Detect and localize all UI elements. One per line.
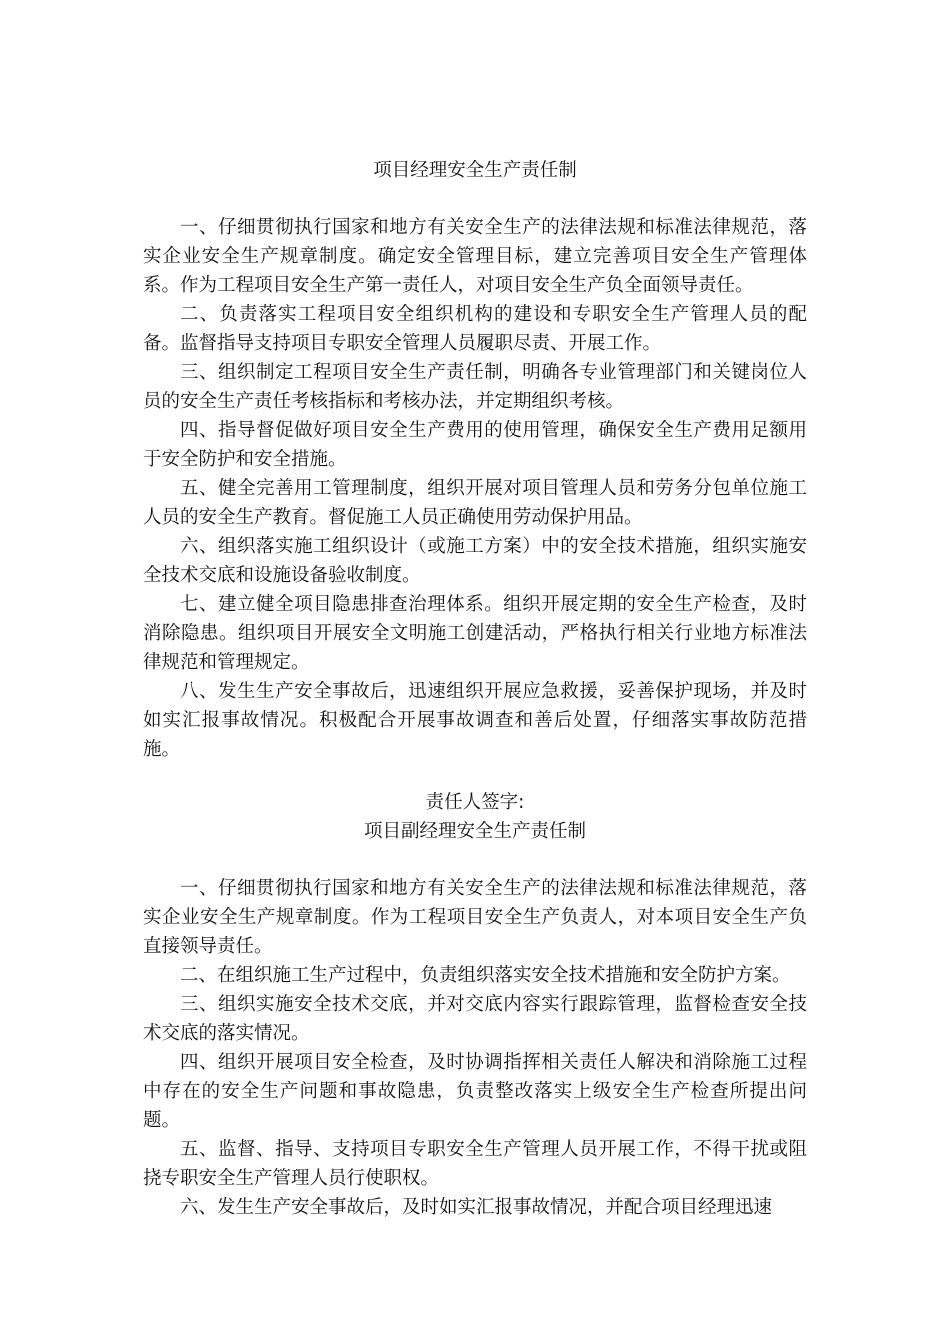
section2-body [143, 874, 807, 1222]
section2-paragraph-3: 三、组织实施安全技术交底，并对交底内容实行跟踪管理，监督检查安全技术交底的落实情况。 [143, 994, 807, 1044]
section1-body [143, 213, 807, 764]
section1-paragraph-7: 七、建立健全项目隐患排查治理体系。组织开展定期的安全生产检查，及时消除隐患。组织项目开展安全文明施工创建活动，严格执行相关行业地方标准法律规范和管理规定。 [143, 594, 807, 673]
section1-paragraph-4: 四、指导督促做好项目安全生产费用的使用管理，确保安全生产费用足额用于安全防护和安全措施。 [143, 420, 807, 470]
section1-paragraph-2: 二、负责落实工程项目安全组织机构的建设和专职安全生产管理人员的配备。监督指导支持项目专职安全管理人员履职尽责、开展工作。 [143, 304, 807, 354]
section1-paragraph-8: 八、发生生产安全事故后，迅速组织开展应急救援，妥善保护现场，并及时如实汇报事故情况。积极配合开展事故调查和善后处置，仔细落实事故防范措施。 [143, 681, 807, 760]
section2-title: 项目副经理安全生产责任制 [363, 821, 586, 842]
section1-title: 项目经理安全生产责任制 [373, 160, 577, 181]
section2-paragraph-1: 一、仔细贯彻执行国家和地方有关安全生产的法律法规和标准法律规范，落实企业安全生产规章制度。作为工程项目安全生产负责人，对本项目安全生产负直接领导责任。 [143, 878, 807, 957]
section2-paragraph-5: 五、监督、指导、支持项目专职安全生产管理人员开展工作，不得干扰或阻挠专职安全生产管理人员行使职权。 [143, 1139, 807, 1189]
section2-paragraph-2: 二、在组织施工生产过程中，负责组织落实安全技术措施和安全防护方案。 [180, 965, 791, 986]
section1-paragraph-3: 三、组织制定工程项目安全生产责任制，明确各专业管理部门和关键岗位人员的安全生产责任考核指标和考核办法，并定期组织考核。 [143, 362, 807, 412]
section2-paragraph-6: 六、发生生产安全事故后，及时如实汇报事故情况，并配合项目经理迅速 [180, 1197, 773, 1218]
section1-paragraph-1: 一、仔细贯彻执行国家和地方有关安全生产的法律法规和标准法律规范，落实企业安全生产规章制度。确定安全管理目标，建立完善项目安全生产管理体系。作为工程项目安全生产第一责任人，对项目安全生产负全面领导责任。 [143, 217, 807, 296]
section1-paragraph-5: 五、健全完善用工管理制度，组织开展对项目管理人员和劳务分包单位施工人员的安全生产教育。督促施工人员正确使用劳动保护用品。 [143, 478, 807, 528]
section1-paragraph-6: 六、组织落实施工组织设计（或施工方案）中的安全技术措施，组织实施安全技术交底和设施设备验收制度。 [143, 536, 807, 586]
section2-paragraph-4: 四、组织开展项目安全检查，及时协调指挥相关责任人解决和消除施工过程中存在的安全生产问题和事故隐患，负责整改落实上级安全生产检查所提出问题。 [143, 1052, 807, 1131]
signature-label: 责任人签字: [425, 792, 525, 813]
